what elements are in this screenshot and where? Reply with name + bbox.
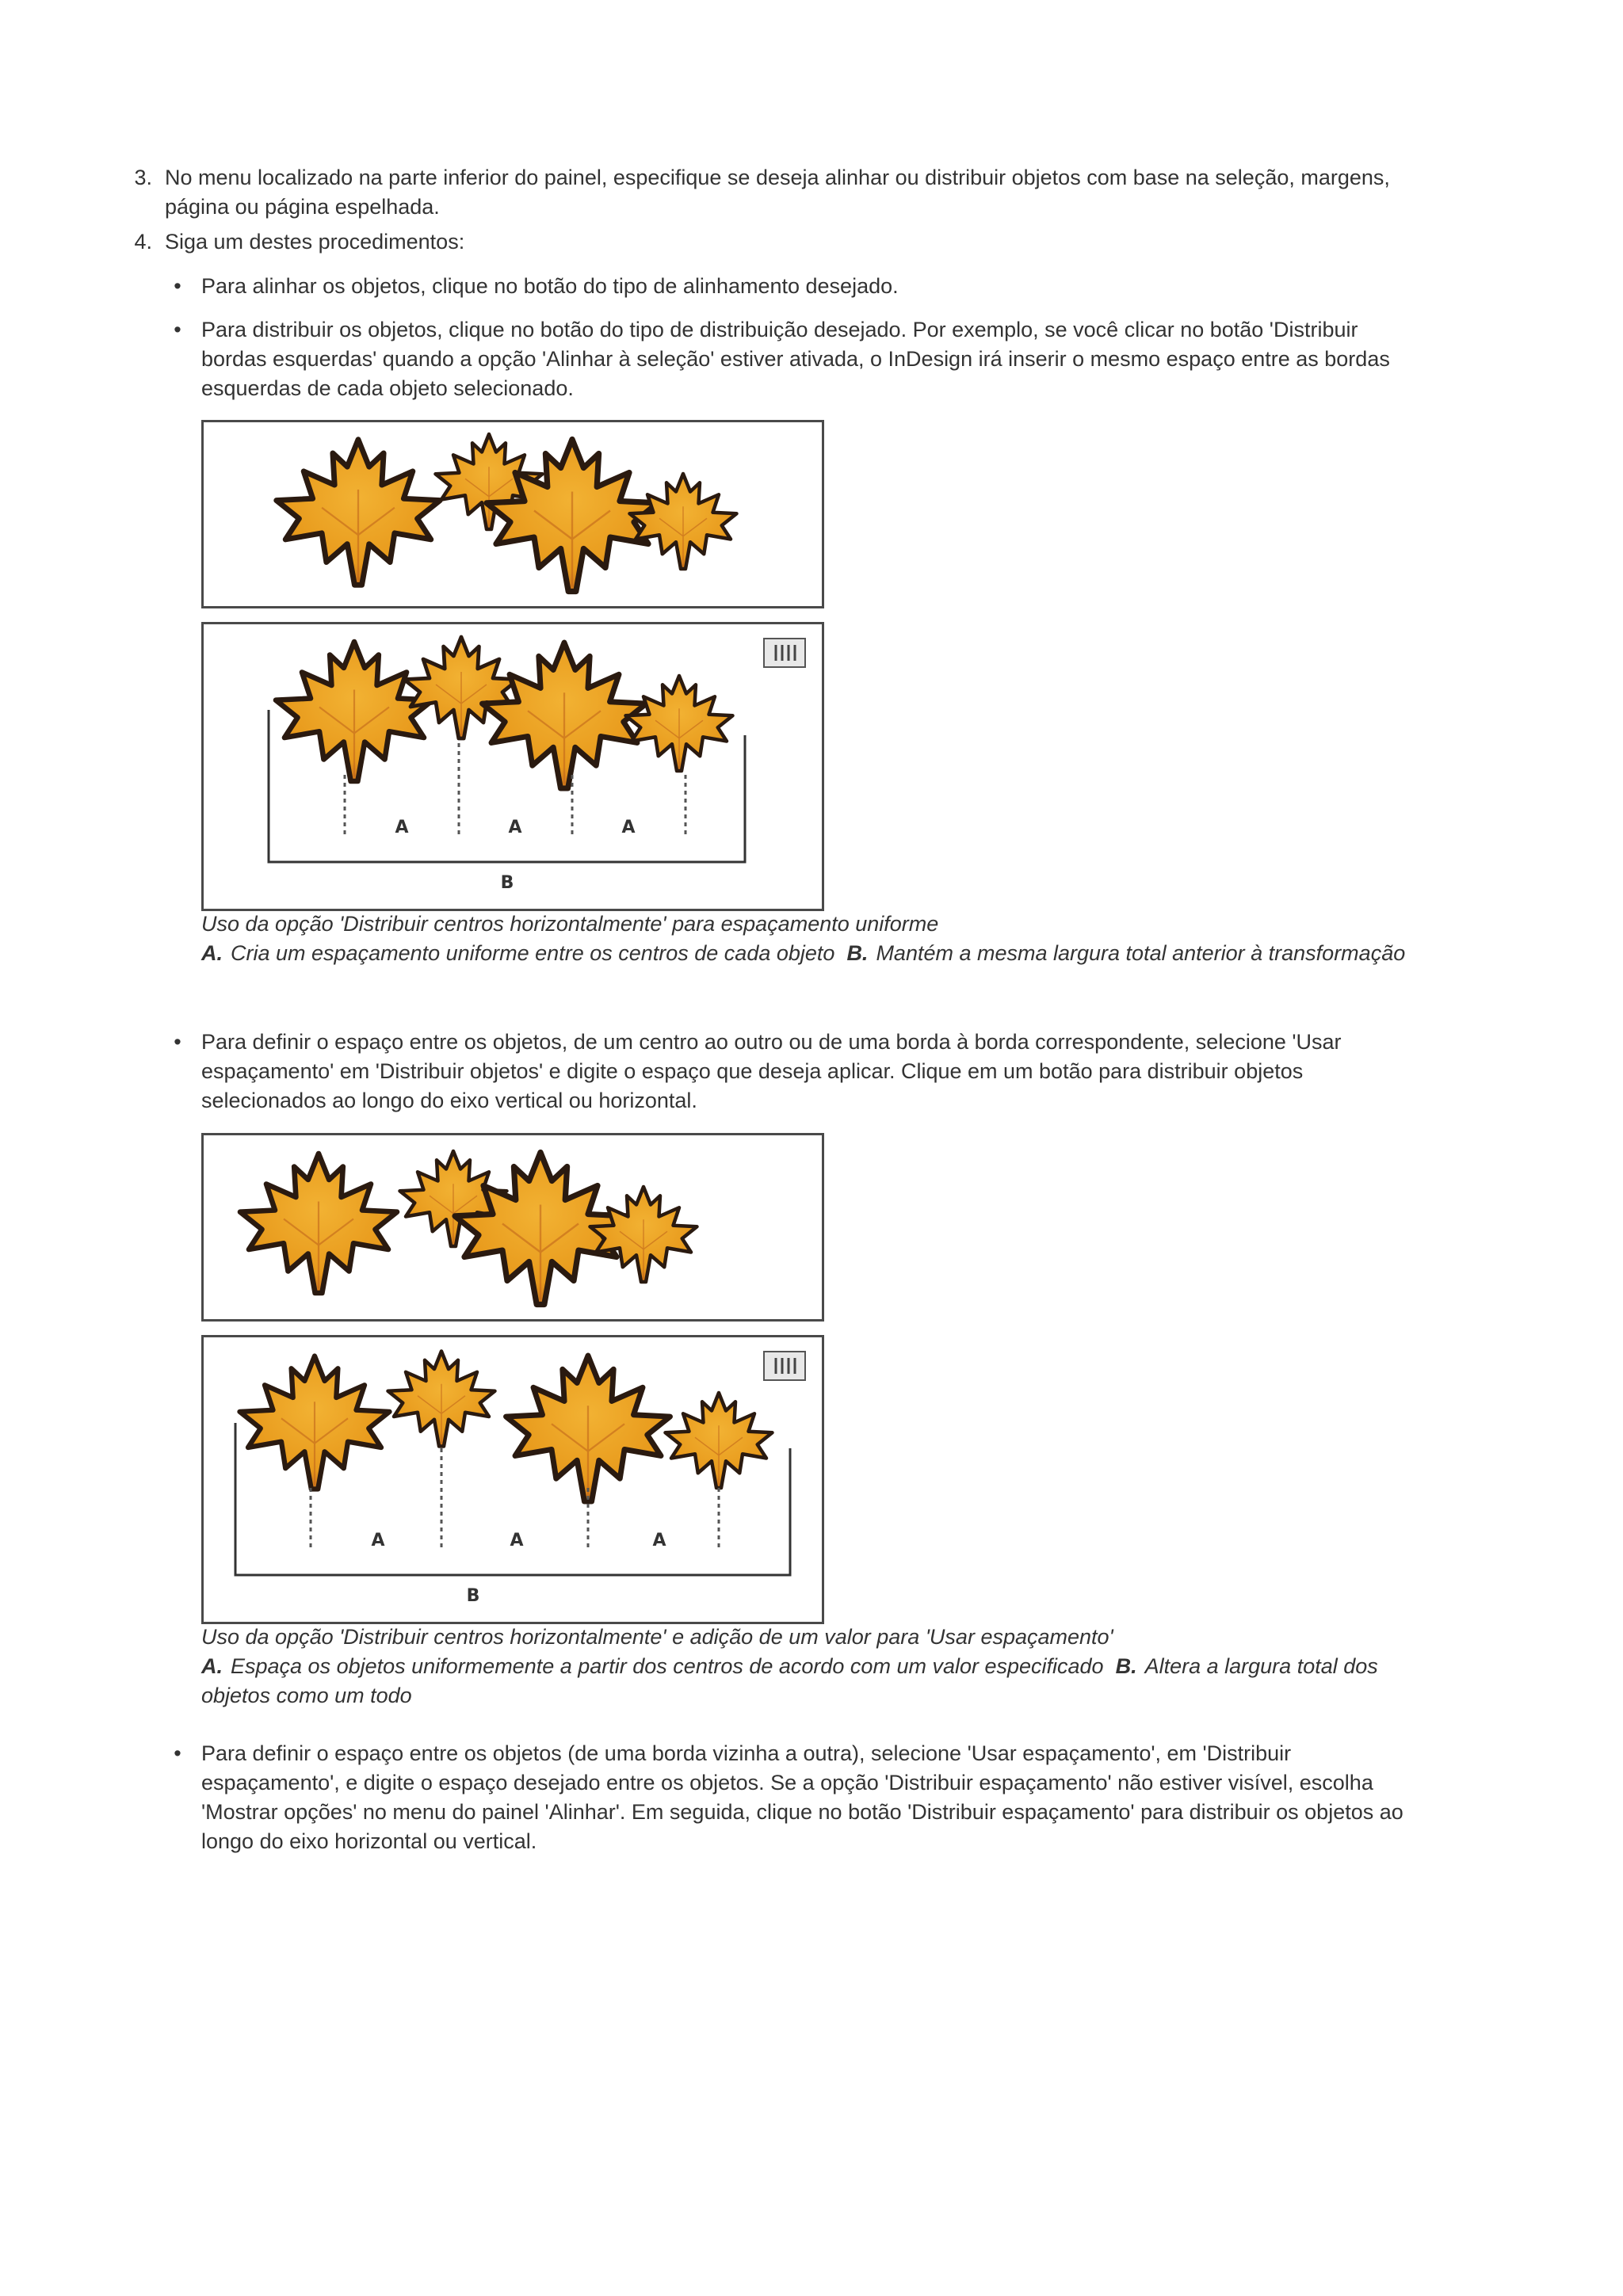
figure2-after-illustration	[204, 1337, 822, 1622]
bullet-dot: •	[174, 1030, 181, 1054]
leaf-image	[276, 642, 433, 781]
label-a: A	[395, 818, 409, 837]
label-b: B	[500, 873, 514, 893]
bullet-text: Para distribuir os objetos, clique no botão do tipo de distribuição desejado. Por exemplo, se você clicar no botão 'Distribuir bordas esquerdas' quando a opção 'Alinhar à seleção' estiver ativada, o InDesign irá inserir o mesmo espaço entre as bordas esquerdas de cada objeto selecionado.	[201, 318, 1390, 400]
figure1-caption	[201, 910, 1406, 968]
leaf-image	[277, 440, 440, 585]
figure2-after-panel	[201, 1335, 824, 1624]
step-number: 4.	[134, 230, 152, 254]
distribute-centers-icon	[764, 1352, 805, 1380]
label-a: A	[371, 1531, 385, 1550]
leaf-image	[483, 643, 647, 788]
label-a: A	[510, 1531, 524, 1550]
step-number: 3.	[134, 166, 152, 189]
label-a: A	[621, 818, 636, 837]
figure2-before-panel	[201, 1133, 824, 1322]
leaf-image	[630, 474, 737, 569]
figure2-caption	[201, 1623, 1406, 1711]
figure1-before-panel	[201, 420, 824, 608]
bullet-dot: •	[174, 274, 181, 298]
label-a: A	[508, 818, 522, 837]
leaf-image	[388, 1352, 495, 1447]
bullet-text: Para definir o espaço entre os objetos (de uma borda vizinha a outra), selecione 'Usar espaçamento', em 'Distribuir espaçamento', e digite o espaço desejado entre os objetos. Se a opção 'Distribuir espaçamento' não estiver visível, escolha 'Mostrar opções' no menu do painel 'Alinhar'. Em seguida, clique no botão 'Distribuir espaçamento' para distribuir os objetos ao longo do eixo horizontal ou vertical.	[201, 1741, 1403, 1853]
caption-desc: A. Espaça os objetos uniformemente a partir dos centros de acordo com um valor especificado B. Altera a largura total dos objetos como um todo	[201, 1654, 1378, 1707]
leaf-image	[626, 676, 733, 771]
figure1-after-panel	[201, 622, 824, 911]
step-text: No menu localizado na parte inferior do painel, especifique se deseja alinhar ou distribuir objetos com base na seleção, margens, página ou página espelhada.	[165, 166, 1390, 219]
label-b: B	[466, 1586, 480, 1606]
caption-title: Uso da opção 'Distribuir centros horizontalmente' e adição de um valor para 'Usar espaçamento'	[201, 1625, 1113, 1649]
leaf-image	[240, 1356, 390, 1489]
figure1-before-illustration	[204, 422, 822, 606]
caption-title: Uso da opção 'Distribuir centros horizontalmente' para espaçamento uniforme	[201, 912, 939, 936]
leaf-image	[590, 1187, 697, 1282]
leaf-image	[240, 1154, 397, 1293]
caption-desc: A. Cria um espaçamento uniforme entre os centros de cada objeto B. Mantém a mesma largura total anterior à transformação	[201, 941, 1406, 965]
leaf-image	[666, 1393, 773, 1488]
bullet-text: Para definir o espaço entre os objetos, de um centro ao outro ou de uma borda à borda correspondente, selecione 'Usar espaçamento' em 'Distribuir objetos' e digite o espaço que deseja aplicar. Clique em um botão para distribuir objetos selecionados ao longo do eixo vertical ou horizontal.	[201, 1030, 1342, 1112]
bullet-dot: •	[174, 318, 181, 341]
figure1-after-illustration	[204, 624, 822, 909]
leaf-image	[506, 1356, 670, 1501]
bullet-dot: •	[174, 1741, 181, 1765]
label-a: A	[652, 1531, 666, 1550]
distribute-centers-icon	[764, 639, 805, 667]
step-text: Siga um destes procedimentos:	[165, 230, 465, 254]
bullet-text: Para alinhar os objetos, clique no botão do tipo de alinhamento desejado.	[201, 274, 899, 298]
figure2-before-illustration	[204, 1135, 822, 1319]
